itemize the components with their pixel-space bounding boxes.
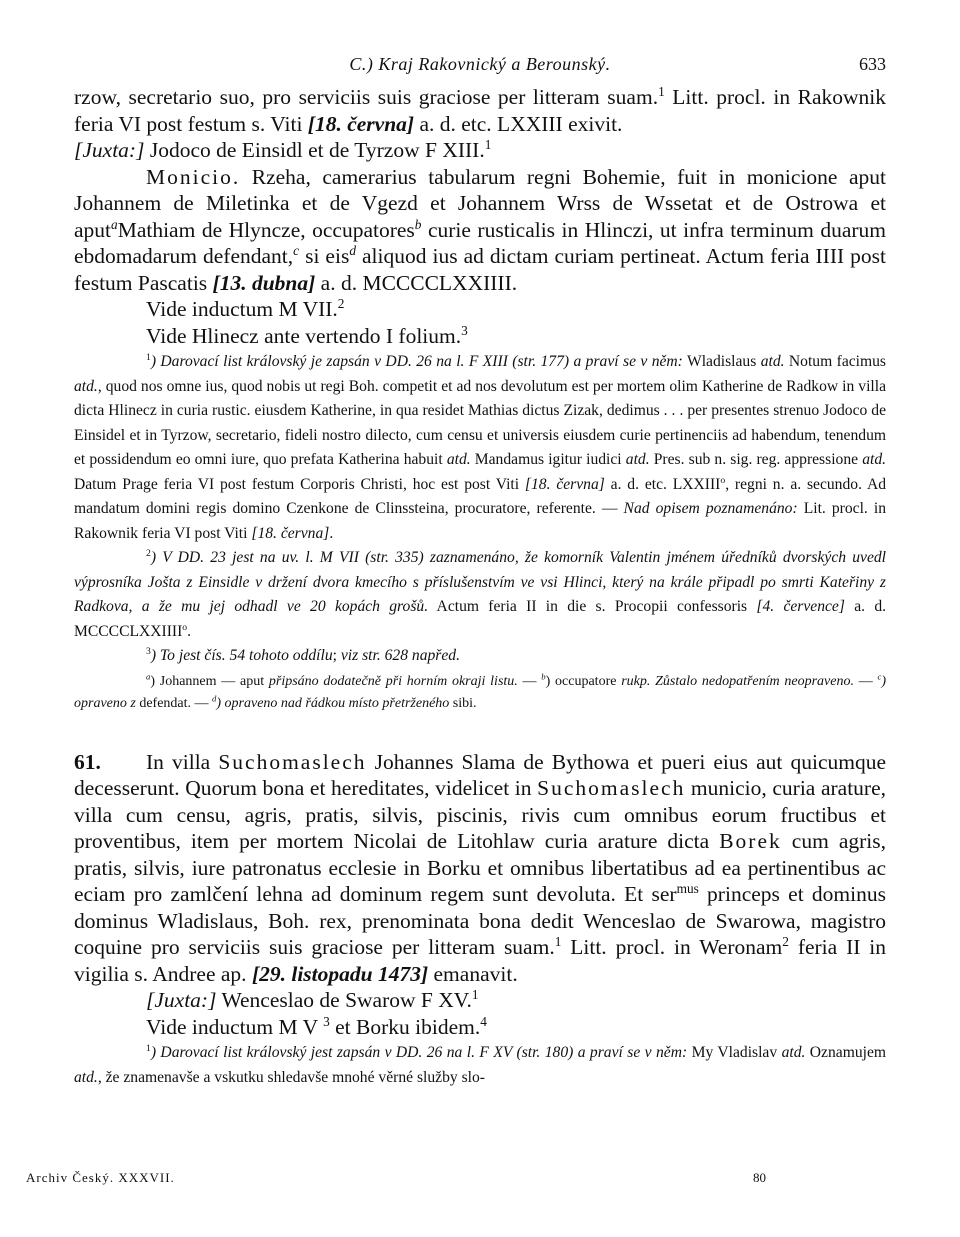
footnote-mark: 1 — [146, 351, 151, 363]
footnote-abbr: atd. — [446, 451, 471, 468]
place-name: Borek — [719, 829, 782, 853]
footnote-text: a. d. etc. LXXIII — [604, 475, 721, 493]
date-gloss: [4. července] — [756, 598, 845, 615]
juxta-label: [Juxta:] — [146, 988, 217, 1012]
footnote-text: Notum facimus — [784, 353, 886, 370]
page-number: 633 — [859, 54, 886, 74]
footnote-text: ; — [332, 647, 341, 664]
entry-61-body — [74, 749, 886, 1041]
sheet-signature: Archiv Český. XXXVII. — [26, 1170, 175, 1185]
date-gloss: [13. dubna] — [212, 270, 316, 295]
entry-60-paragraph — [74, 84, 886, 137]
entry-text: Litt. procl. in Rakownik feria VI post festum s. Viti — [74, 85, 886, 136]
date-gloss: [18. června] — [524, 475, 605, 493]
date-gloss: [29. listopadu 1473] — [251, 961, 429, 986]
running-header — [74, 54, 886, 84]
entry-text: curie rusticalis in Hlinczi, ut infra terminum duarum ebdomadarum defendant, — [74, 217, 886, 268]
footnote-2 — [74, 546, 886, 644]
place-name: Suchomaslech — [218, 749, 367, 774]
juxta-line — [74, 987, 886, 1014]
superscript: o — [182, 621, 188, 633]
entry-number: 61. — [74, 749, 101, 774]
footnote-abbr: atd. — [74, 1068, 98, 1086]
page — [74, 54, 886, 1090]
apparatus-ref: d — [349, 242, 356, 258]
footnote-text: , regni n. a. secundo. Ad mandatum domini regis domino Czenkone de Clinssteina, procuratore, referente. — [74, 475, 886, 517]
date-gloss: [18. června] — [307, 111, 415, 136]
footnote-text: , že znamenavše a vskutku shledavše mnohé věrné služby slo- — [97, 1068, 485, 1086]
footnote-1 — [74, 1041, 886, 1090]
vide-text: Vide inductum M V — [146, 1014, 324, 1039]
footnote-text: — — [595, 500, 624, 517]
juxta-text: Wenceslao de Swarow F XV. — [216, 988, 472, 1012]
apparatus-text: sibi. — [449, 695, 477, 711]
monicio-word: Monicio. — [146, 164, 241, 189]
textual-apparatus — [74, 671, 886, 715]
footnote-italic: ) V DD. 23 jest na uv. l. M VII (str. 335) zaznamenáno, že komorník Valentin jménem úředníků dvorských uvedl výprosníka Jošta z Einsidle v držení dvora kmecího s příslušenstvím ve vsi Hlinci, který na krále připadl po smrti Kateřiny z Radkova, a že mu jej odhadl ve 20 kopách grošů. — [74, 549, 886, 615]
footnote-abbr: atd. — [625, 451, 650, 468]
entry-text: si eis — [299, 244, 350, 268]
entry-61-footnotes — [74, 1041, 886, 1090]
footnote-intro: ) Darovací list královský je zapsán v DD. 26 na l. F XIII (str. 177) a praví se v něm: — [150, 353, 683, 370]
monicio-paragraph — [74, 164, 886, 297]
entry-text: aliquod ius ad dictam curiam pertineat. Actum feria IIII post festum Pascatis — [74, 244, 886, 295]
footnote-italic: ) To jest čís. 54 tohoto oddílu — [150, 647, 333, 664]
footnote-ref: 1 — [484, 136, 492, 152]
footnote-text: Lit. procl. in Rakownik feria VI post Viti — [74, 500, 887, 542]
footnote-ref: 1 — [658, 83, 665, 99]
juxta-label: [Juxta:] — [74, 138, 145, 162]
juxta-line — [74, 137, 886, 164]
apparatus-text: — — [517, 673, 542, 689]
sheet-number: 80 — [753, 1170, 766, 1185]
footnote-text: , quod nos omne ius, quod nobis ut regi Boh. competit et ad nos devolutum est per mortem olim Katherine de Radkow in villa dicta Hlinecz in curia rustic. eiusdem Katherine, in qua residet Mathias dictus Zizak, dedimus . . . per presentes strenuo Jodoco de Einsidel et in Tyrzow, secretario, fideli nostro dilecto, cum censu et universis eiusdem curie pertinenciis ad habendum, tenendum et possidendum eo omni iure, quo prefata Katherina habuit — [74, 377, 886, 468]
entry-text: Johannes Slama de Bythowa et pueri eius aut quicumque decesserunt. Quorum bona et hereditates, videlicet in — [74, 749, 887, 800]
entry-text: princeps et dominus dominus Wladislaus, Boh. rex, prenominata bona dedit Wenceslao de Swarowa, magistro coquine pro serviciis suis graciose per litteram suam. — [74, 882, 886, 959]
footnote-ref: 1 — [554, 933, 562, 949]
footnote-ref: 1 — [471, 986, 479, 1002]
footnote-ref: 3 — [323, 1013, 330, 1029]
apparatus-ref: c — [293, 242, 300, 258]
apparatus-text: defendat. — — [135, 695, 213, 711]
entry-60-body — [74, 84, 886, 349]
footnote-text: . — [187, 622, 192, 640]
apparatus-mark: a — [146, 670, 151, 681]
superscript: o — [720, 474, 726, 486]
section-gap — [74, 715, 886, 749]
entry-text: rzow, secretario suo, pro serviciis suis graciose per litteram suam. — [74, 85, 659, 109]
footnote-mark: 1 — [146, 1042, 151, 1054]
footnote-text: Actum feria II in die s. Procopii confessoris — [428, 598, 757, 615]
apparatus-ref: a — [111, 216, 118, 232]
juxta-text: Jodoco de Einsidl et de Tyrzow F XIII. — [144, 138, 485, 162]
entry-60-footnotes — [74, 350, 886, 715]
footnote-abbr: atd. — [862, 451, 887, 468]
footnote-text: Pres. sub n. sig. reg. appressione — [649, 451, 863, 468]
footnote-abbr: atd. — [760, 353, 785, 370]
apparatus-ref: b — [414, 216, 422, 232]
apparatus-italic: připsáno dodatečně při horním okraji listu. — [268, 673, 518, 689]
apparatus-italic: rukp. Zůstalo nedopatřením neopraveno. — [621, 673, 854, 689]
superscript: mus — [676, 880, 699, 896]
entry-text: Rzeha, camerarius tabularum regni Bohemie, fuit in monicione aput Johannem de Miletinka et de Vgezd et Johannem Wrss de Wssetat et de Ostrowa et aput — [74, 164, 886, 242]
entry-text: Litt. procl. in Weronam — [561, 935, 783, 959]
footnote-text: My Vladislav — [691, 1044, 782, 1061]
footnote-mark: 2 — [146, 547, 151, 559]
footnote-text: Mandamus igitur iudici — [470, 451, 626, 468]
footnote-ref: 4 — [480, 1013, 487, 1029]
footnote-text: Oznamujem — [805, 1044, 887, 1061]
footnote-text: Datum Prage feria VI post festum Corporis Christi, hoc est post Viti — [74, 475, 525, 493]
place-name: Suchomaslech — [537, 776, 686, 800]
entry-text: municio, curia arature, villa cum censu, agris, pratis, silvis, piscinis, rivis cum omnibus eorum fructibus et proventibus, item per mortem Nicolai de Litohlaw curia arature dicta — [74, 776, 886, 853]
vide-line — [74, 1014, 886, 1041]
apparatus-italic: ) opraveno z — [74, 673, 887, 711]
running-title: C.) Kraj Rakovnický a Berounský. — [349, 54, 611, 74]
vide-text: Vide inductum M VII. — [146, 297, 338, 321]
entry-text: Mathiam de Hlyncze, occupatores — [117, 217, 415, 242]
vide-text: et Borku ibidem. — [329, 1014, 481, 1039]
footnote-intro: ) Darovací list královský jest zapsán v DD. 26 na l. F XV (str. 180) a praví se v něm: — [150, 1044, 688, 1061]
apparatus-mark: c — [877, 670, 882, 681]
vide-line — [74, 296, 886, 323]
entry-text: feria II in vigilia s. Andree ap. — [74, 935, 887, 986]
footnote-1 — [74, 350, 886, 546]
vide-line — [74, 323, 886, 350]
apparatus-text: — — [853, 673, 878, 689]
footnote-3 — [74, 644, 886, 669]
apparatus-mark: d — [212, 692, 217, 703]
footnote-mark: 3 — [146, 645, 151, 657]
entry-text: emanavit. — [428, 961, 518, 986]
apparatus-mark: b — [541, 670, 546, 681]
date-gloss: [18. června] — [251, 524, 330, 542]
apparatus-text: ) occupatore — [545, 673, 622, 689]
apparatus-italic: ) opraveno nad řádkou místo přetrženého — [216, 695, 450, 711]
footnote-text: . — [329, 524, 334, 542]
footnote-italic: Nad opisem poznamenáno: — [623, 500, 798, 517]
apparatus-text: ) Johannem — aput — [150, 673, 269, 689]
footnote-ref: 3 — [461, 322, 468, 338]
footnote-ref: 2 — [337, 295, 345, 311]
footnote-abbr: atd. — [781, 1044, 806, 1061]
entry-text: cum agris, pratis, silvis, iure patronatus ecclesie in Borku et omnibus libertatibus ad ea pertinentibus ac eciam pro zamlčení lehna ad dominum regem sunt devoluta. Et ser — [74, 829, 886, 906]
footnote-abbr: atd. — [74, 377, 98, 395]
footnote-ref: 2 — [782, 933, 789, 949]
footnote-italic: viz str. 628 napřed. — [340, 647, 460, 664]
entry-text: a. d. etc. LXXIII exivit. — [414, 111, 623, 136]
footnote-text: Wladislaus — [687, 353, 761, 370]
entry-text: In villa — [146, 749, 219, 774]
footnote-text: a. d. MCCCCLXXIIII — [74, 598, 887, 640]
vide-text: Vide Hlinecz ante vertendo I folium. — [146, 323, 462, 348]
entry-61-paragraph — [74, 749, 886, 988]
entry-text: a. d. MCCCCLXXIIII. — [315, 270, 518, 295]
